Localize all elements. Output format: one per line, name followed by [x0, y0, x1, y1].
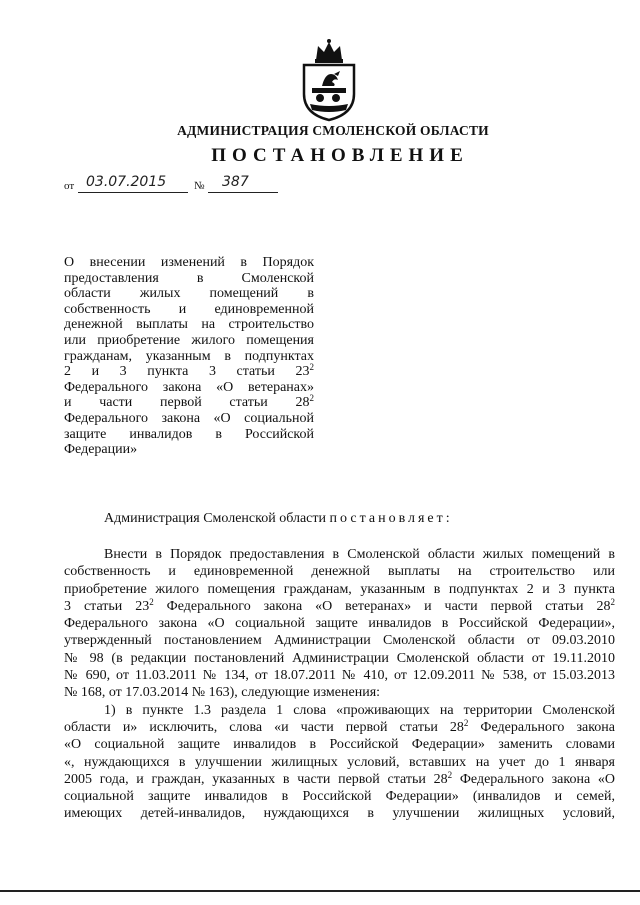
superscript: 2: [309, 393, 314, 404]
body-line: 3 статьи $23^2$ Федерального закона «О ветеранах» и части первой статьи $28^2$: [64, 596, 615, 614]
page-bottom-rule: [0, 890, 640, 892]
preamble-authority: Администрация Смоленской области: [104, 511, 327, 526]
organization-title: АДМИНИСТРАЦИЯ СМОЛЕНСКОЙ ОБЛАСТИ: [177, 123, 489, 138]
subject-line: Федерации»: [64, 442, 138, 458]
body-line: утвержденный постановлением Администрации Смоленской области от 09.03.2010: [64, 633, 615, 649]
preamble: [104, 511, 453, 527]
date-underline: [78, 192, 188, 193]
body-line: «О социальной защите инвалидов в Российской Федерации» заменить словами: [64, 737, 615, 753]
body-line: Внести в Порядок предоставления в Смоленской области жилых помещений в: [104, 547, 615, 562]
subject-line: защите инвалидов в Российской: [64, 426, 314, 442]
preamble-resolves: постановляет:: [329, 511, 453, 526]
body-line: области и» исключить, слова «и части первой статьи $28^2$ Федерального закона: [64, 717, 615, 735]
subject-line: денежной выплаты на строительство: [64, 317, 314, 333]
body-line: Федерального закона «О социальной защите инвалидов в Российской Федерации»,: [64, 616, 615, 632]
body-line: приобретение жилого помещения гражданам, указанным в подпунктах 2 и 3 пункта: [64, 581, 615, 597]
subject-line: области жилых помещений в: [64, 286, 314, 302]
date-value: 03.07.2015: [86, 174, 167, 190]
superscript: 2: [447, 769, 453, 780]
date-number-line: [64, 174, 314, 194]
subject-line: собственность и единовременной: [64, 301, 314, 317]
document-type-title: ПОСТАНОВЛЕНИЕ: [211, 145, 469, 166]
document-subject: [64, 255, 314, 458]
superscript: 2: [309, 362, 314, 373]
number-underline: [208, 192, 278, 193]
subject-line: или приобретение жилого помещения: [64, 332, 314, 348]
superscript: 2: [610, 596, 615, 607]
body-line: № 98 (в редакции постановлений Администрации Смоленской области от 19.11.2010: [64, 650, 615, 666]
body-line: № 690, от 11.03.2011 № 134, от 18.07.2011 № 410, от 12.09.2011 № 538, от 15.03.2013: [64, 668, 615, 684]
date-from-label: от: [64, 180, 75, 192]
subject-line: предоставления в Смоленской: [64, 270, 314, 286]
body-line: № 168, от 17.03.2014 № 163), следующие изменения:: [64, 685, 381, 701]
subject-line: и части первой статьи $28^2$: [64, 393, 314, 411]
subject-line: О внесении изменений в Порядок: [64, 255, 314, 270]
document-body: [64, 546, 615, 823]
body-line: 2005 года, и граждан, указанных в части первой статьи $28^2$ Федерального закона «О: [64, 769, 616, 787]
smolensk-coat-of-arms-icon: [298, 38, 360, 122]
superscript: 2: [463, 717, 469, 728]
body-line: «, нуждающихся в улучшении жилищных условий, вставших на учет до 1 января: [64, 754, 615, 770]
number-value: 387: [222, 174, 249, 190]
subject-line: Федерального закона «О социальной: [64, 410, 314, 426]
subject-line: гражданам, указанным в подпунктах: [64, 348, 314, 364]
number-label: №: [194, 180, 205, 192]
body-line: имеющих детей-инвалидов, нуждающихся в улучшении жилищных условий,: [64, 806, 615, 822]
body-line: 1) в пункте 1.3 раздела 1 слова «проживающих на территории Смоленской: [104, 702, 615, 718]
body-line: социальной защите инвалидов в Российской Федерации» (инвалидов и семей,: [64, 789, 615, 805]
subject-line: 2 и 3 пункта 3 статьи $23^2$: [64, 362, 314, 380]
superscript: 2: [149, 596, 154, 607]
subject-line: Федерального закона «О ветеранах»: [64, 379, 314, 395]
body-line: собственность и единовременной денежной выплаты на строительство или: [64, 564, 615, 580]
